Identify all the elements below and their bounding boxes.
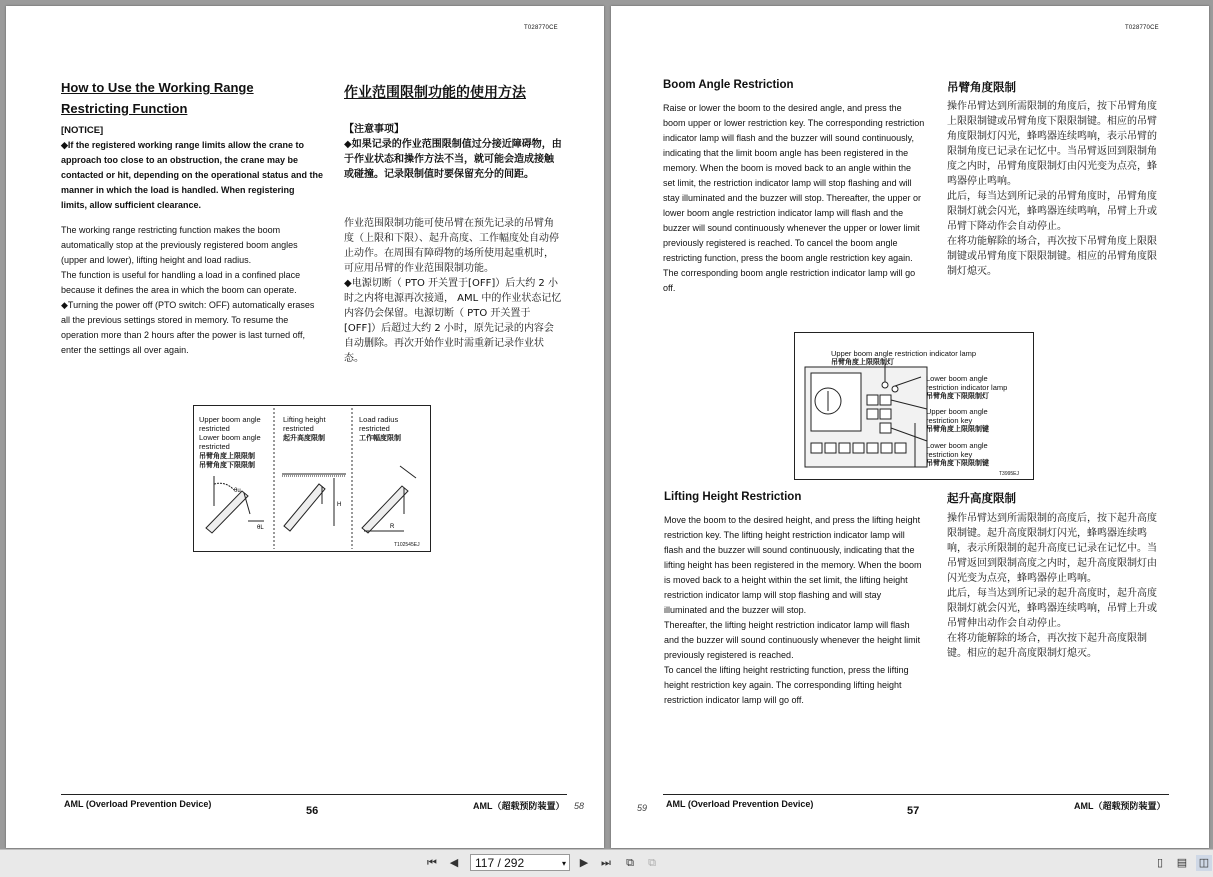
continuous-view-icon[interactable]: ▤ [1176, 857, 1188, 869]
footer-title-zh: AML（超载预防装置） [1074, 801, 1166, 811]
panel-label-lower-lamp-en: Lower boom angle restriction indicator lamp [926, 374, 1008, 392]
body-en-paragraph-1: The working range restricting function makes the boom automatically stop at the previously registered boom angles (upper and lower), lifting height and load radius. [61, 225, 298, 265]
facing-pages-view-icon[interactable]: ◫ [1196, 855, 1212, 871]
notice-label-zh: 【注意事项】 [344, 124, 404, 135]
page-number-input[interactable] [470, 854, 570, 871]
section-heading-boom-angle-zh: 吊臂角度限制 [947, 82, 1016, 94]
single-page-view-icon[interactable]: ▯ [1156, 857, 1164, 869]
notice-label: [NOTICE] [61, 125, 104, 136]
section-heading-lifting-height-zh: 起升高度限制 [947, 493, 1016, 505]
document-code: T028770CE [524, 25, 558, 31]
fig-col3-label-zh: 工作幅度限制 [359, 434, 401, 442]
panel-label-lower-lamp-zh: 吊臂角度下限限制灯 [926, 392, 989, 400]
body-zh-paragraph-2: ◆电源切断（ PTO 开关置于[OFF]）后大约 2 小时之内将电源再次接通， AML 中的作业状态记忆内容仍会保留。电源切断（ PTO 开关置于[OFF]）后超过大约 2 小时，原先记录的内容会自动删除。再次开始作业时需重新记录作业状态。 [344, 278, 562, 364]
footer-title-zh: AML（超载预防装置） [473, 801, 565, 811]
panel-label-lower-key-en: Lower boom angle restriction key [926, 441, 988, 459]
fig-col1-label-zh: 吊臂角度上限限制 吊臂角度下限限制 [199, 452, 255, 469]
svg-text:θu: θu [234, 488, 241, 494]
viewer-toolbar [0, 849, 1213, 877]
boom-angle-drawing [206, 476, 264, 533]
prev-page-icon[interactable]: ◀ [449, 857, 459, 869]
title-line-1: How to Use the Working Range [61, 80, 254, 95]
next-page-icon[interactable]: ▶ [579, 857, 589, 869]
document-page-right [611, 6, 1209, 848]
footer-rule [663, 794, 1169, 795]
fig-col1-label-en: Upper boom angle restricted Lower boom angle restricted [199, 415, 261, 451]
section-heading-lifting-height-en: Lifting Height Restriction [664, 491, 802, 503]
panel-label-lower-key-zh: 吊臂角度下限限制键 [926, 459, 989, 467]
section-body-boom-angle-en: Raise or lower the boom to the desired angle, and press the boom upper or lower restriction key. The corresponding restriction indicator lamp will flash and the buzzer will sound continuously, indicating that the limit boom angle has been registered in the memory. When the boom is moved back to an angle within the set limit, the restriction indicator lamp will stop flashing and will stay illuminated and the buzzer will stop. Thereafter, the upper or lower boom angle restriction indicator lamp will flash and the buzzer will sound continuously whenever the upper or lower limit previously registered is reached. To cancel the boom angle restricting function, press the boom angle restriction key again. The corresponding boom angle restriction indicator lamp will go off. [663, 103, 925, 293]
handwritten-mark: 58 [574, 801, 585, 811]
page-dropdown-chevron-icon[interactable]: ▾ [561, 859, 566, 868]
last-page-icon[interactable]: ⏭ [601, 857, 611, 869]
panel-label-upper-key-en: Upper boom angle restriction key [926, 407, 988, 425]
footer-rule [61, 794, 567, 795]
section-body-lifting-height-zh: 操作吊臂达到所需限制的高度后，按下起升高度限制键。起升高度限制灯闪光，蜂鸣器连续鸣响，表示所限制的起升高度已记录在记忆中。当吊臂返回到限制高度之内时，起升高度限制灯由闪光变为点亮，蜂鸣器停止鸣响。 此后，每当达到所记录的起升高度时，起升高度限制灯就会闪光，蜂鸣器连续鸣响，吊臂上升或吊臂伸出动作会自动停止。 在将功能解除的场合，再次按下起升高度限制键。相应的起升高度限制灯熄灭。 [947, 513, 1157, 659]
body-text-zh [344, 216, 562, 366]
page-number: 56 [306, 805, 319, 817]
first-page-icon[interactable]: ⏮ [427, 857, 437, 869]
body-text-en [61, 223, 323, 358]
svg-text:H: H [337, 502, 342, 508]
control-panel-figure [794, 332, 1034, 480]
panel-label-upper-lamp-zh: 吊臂角度上限限制灯 [831, 358, 894, 366]
panel-label-upper-lamp-en: Upper boom angle restriction indicator lamp [831, 349, 977, 358]
fig-code: T102545EJ [394, 542, 420, 548]
panel-fig-code: T3995EJ [999, 471, 1020, 477]
working-range-figure [193, 405, 431, 552]
page-indicator: 117 / 292 [475, 856, 525, 870]
page-number: 57 [907, 805, 920, 817]
footer-title-en: AML (Overload Prevention Device) [64, 799, 212, 809]
svg-text:θL: θL [257, 525, 264, 531]
document-page-left [6, 6, 604, 848]
fig-col3-label-en: Load radius restricted [359, 415, 399, 433]
svg-text:R: R [390, 524, 395, 530]
body-en-paragraph-2: The function is useful for handling a load in a confined place because it defines the area in which the boom can operate. [61, 270, 301, 295]
page-title-zh: 作业范围限制功能的使用方法 [344, 84, 526, 100]
body-en-paragraph-3: ◆Turning the power off (PTO switch: OFF) automatically erases all the previous settings stored in memory. To resume the operation more than 2 hours after the power is last turned off, enter the settings all over again. [61, 300, 315, 355]
section-body-boom-angle-zh: 操作吊臂达到所需限制的角度后，按下吊臂角度上限限制键或吊臂角度下限限制键。相应的吊臂角度限制灯闪光，蜂鸣器连续鸣响，表示吊臂的限制角度已记录在记忆中。当吊臂返回到限制角度之内时，吊臂角度限制灯由闪光变为点亮，蜂鸣器停止鸣响。 此后，每当达到所记录的吊臂角度时，吊臂角度限制灯就会闪光，蜂鸣器连续鸣响，吊臂上升或吊臂下降动作会自动停止。 在将功能解除的场合，再次按下吊臂角度上限限制键或吊臂角度下限限制键。相应的吊臂角度限制灯熄灭。 [947, 101, 1157, 277]
document-code: T028770CE [1125, 25, 1159, 31]
body-zh-paragraph-1: 作业范围限制功能可使吊臂在预先记录的吊臂角度（上限和下限）、起升高度、工作幅度处自动停止动作。在周围有障碍物的场所使用起重机时，可应用吊臂的作业范围限制功能。 [344, 218, 559, 274]
forward-view-icon[interactable]: ⧉ [648, 857, 656, 869]
notice-text: ◆If the registered working range limits allow the crane to approach too close to an obstruction, the crane may be contacted or hit, depending on the operational status and the manner in which the load is handled. When registering limits, allow sufficient clearance. [61, 140, 324, 210]
section-body-lifting-height-en: Move the boom to the desired height, and press the lifting height restriction key. The lifting height restriction indicator lamp will flash and the buzzer will sound continuously, indicating that the lifting height has been registered in the memory. When the boom is moved back to a height within the set limit, the lifting height restriction indicator lamp will stop flashing and will stay illuminated and the buzzer will stop. Thereafter, the lifting height restriction indicator lamp will flash and the buzzer will sound continuously whenever the height limit previously registered is reached. To cancel the lifting height restricting function, press the lifting height restriction key again. The corresponding lifting height restriction indicator lamp will go off. [664, 515, 922, 705]
back-view-icon[interactable]: ⧉ [626, 857, 634, 869]
title-line-2: Restricting Function [61, 101, 188, 116]
fig-col2-label-en: Lifting height restricted [283, 415, 326, 433]
load-radius-drawing [362, 466, 416, 533]
notice-text-zh: ◆如果记录的作业范围限制值过分接近障碍物，由于作业状态和操作方法不当，就可能会造成接触或碰撞。记录限制值时要保留充分的间距。 [344, 139, 562, 180]
panel-label-upper-key-zh: 吊臂角度上限限制键 [926, 425, 989, 433]
section-heading-boom-angle-en: Boom Angle Restriction [663, 79, 794, 91]
footer-title-en: AML (Overload Prevention Device) [666, 799, 814, 809]
handwritten-mark: 59 [637, 803, 648, 813]
page-title-en [61, 77, 331, 119]
fig-col2-label-zh: 起升高度限制 [283, 434, 325, 442]
